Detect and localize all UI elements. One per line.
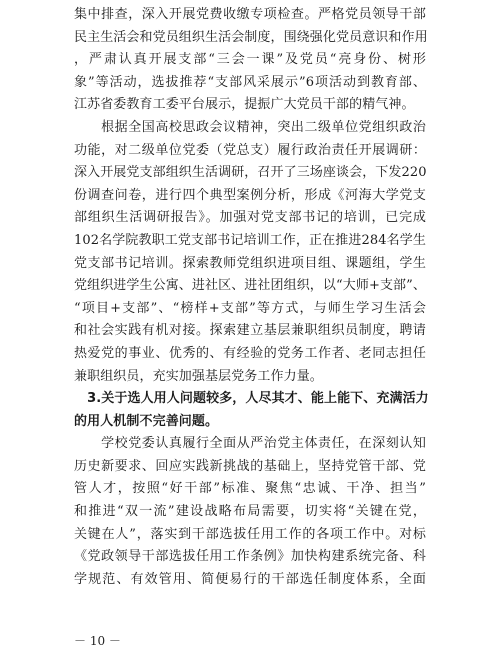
- page-number: － 10 －: [74, 634, 121, 648]
- paragraph-political-function: [74, 117, 426, 388]
- text-line: 民主生活会和党员组织生活会制度，围绕强化党员意识和作用: [74, 29, 428, 45]
- text-line: 象”等活动，选拔推荐“支部风采展示”6项活动到教育部、: [74, 74, 426, 90]
- text-line: 集中排查，深入开展党费收缴专项检查。严格党员领导干部: [74, 7, 426, 22]
- text-line: 份调查问卷，进行四个典型案例分析，形成《河海大学党支: [74, 187, 426, 203]
- text-line: 深入开展党支部组织生活调研，召开了三场座谈会，下发220: [74, 165, 427, 181]
- text-line: 功能，对二级单位党委（党总支）履行政治责任开展调研：: [74, 142, 426, 158]
- text-line: 历史新要求、回应实践新挑战的基础上，坚持党管干部、党: [74, 458, 426, 474]
- text-line: 兼职组织员，充实加强基层党务工作力量。: [74, 368, 323, 384]
- paragraph-party-fee: [74, 4, 426, 117]
- paragraph-cadre-selection: [74, 433, 426, 591]
- text-line: 党支部书记培训。探索教师党组织进项目组、课题组，学生: [74, 255, 426, 271]
- text-line: 《党政领导干部选拔任用工作条例》加快构建系统完备、科: [74, 549, 426, 565]
- heading-line: 的用人机制不完善问题。: [74, 413, 219, 429]
- text-line: 党组织进学生公寓、进社区、进社团组织，以“大师+支部”、: [74, 278, 426, 294]
- text-line: “项目+支部”、“榜样+支部”等方式，与师生学习生活会: [74, 300, 426, 316]
- text-line: 江苏省委教育工委平台展示，提振广大党员干部的精气神。: [74, 97, 415, 113]
- text-line: 学规范、有效管用、简便易行的干部选任制度体系，全面: [74, 571, 426, 587]
- text-line: 热爱党的事业、优秀的、有经验的党务工作者、老同志担任: [74, 345, 426, 361]
- text-line: 部组织生活调研报告》。加强对党支部书记的培训，已完成: [74, 210, 426, 226]
- text-line: 管人才，按照“好干部”标准、聚焦“忠诚、干净、担当”: [74, 481, 426, 497]
- text-line: ，严肃认真开展支部“三会一课”及党员“亮身份、树形: [74, 52, 426, 68]
- text-line: 102名学院教职工党支部书记培训工作，正在推进284名学生: [74, 232, 426, 248]
- text-line: 学校党委认真履行全面从严治党主体责任，在深刻认知: [74, 436, 426, 452]
- text-line: 和推进“双一流”建设战略布局需要，切实将“关键在党，: [74, 504, 426, 520]
- text-line: 和社会实践有机对接。探索建立基层兼职组织员制度，聘请: [74, 323, 426, 339]
- text-line: 关键在人”，落实到干部选拔任用工作的各项工作中。对标: [74, 526, 426, 542]
- heading-line: 3.关于选人用人问题较多，人尽其才、能上能下、充满活力: [74, 391, 429, 407]
- text-line: 根据全国高校思政会议精神，突出二级单位党组织政治: [74, 119, 426, 135]
- document-body: [74, 4, 429, 591]
- section-heading-3: [74, 388, 429, 433]
